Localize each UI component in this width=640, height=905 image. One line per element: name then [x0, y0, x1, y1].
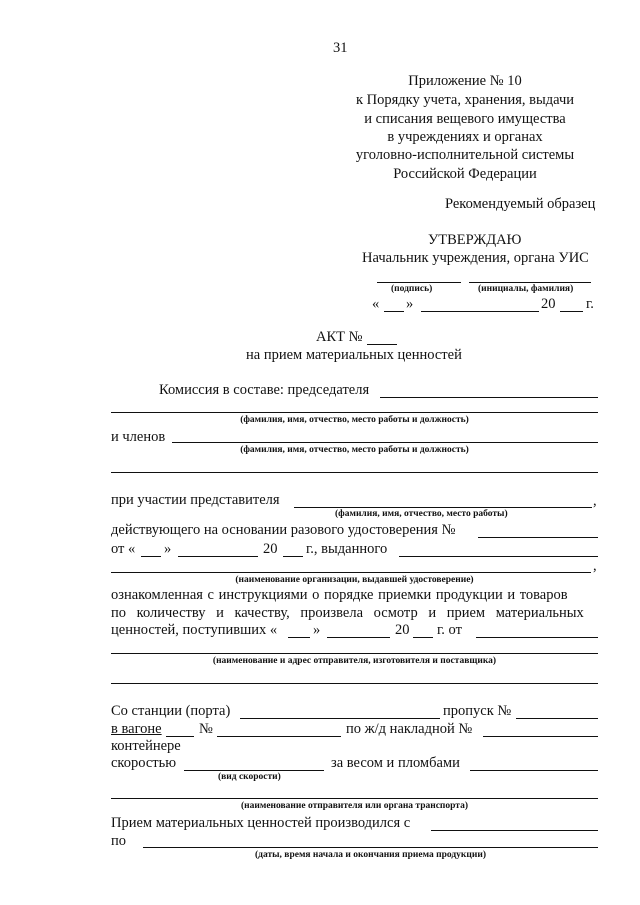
- appendix-line: уголовно-исполнительной системы: [355, 147, 575, 163]
- date-year-line: [560, 311, 583, 312]
- sample-note: Рекомендуемый образец: [445, 196, 596, 212]
- comma: ,: [593, 493, 597, 509]
- sender-line-3: [111, 683, 598, 684]
- no-sign: №: [199, 721, 213, 737]
- received-day-line: [288, 637, 310, 638]
- dates-caption: (даты, время начала и окончания приема продукции): [255, 850, 486, 860]
- sender-line: [476, 637, 598, 638]
- fio-caption: (фамилия, имя, отчество, место работы и должность): [240, 445, 469, 455]
- paragraph-line: по количеству и качеству, произвела осмотр и прием материальных: [111, 605, 584, 621]
- container-label: контейнере: [111, 738, 181, 754]
- appendix-line: Российской Федерации: [393, 166, 537, 182]
- date-year-prefix: 20: [541, 296, 556, 312]
- date-year-suffix: г.: [586, 296, 594, 312]
- signature-caption: (подпись): [391, 284, 433, 294]
- page-number: 31: [333, 40, 348, 56]
- date-month-line: [421, 311, 539, 312]
- acceptance-start-line: [431, 830, 598, 831]
- from-year: 20: [263, 541, 278, 557]
- transport-line: [111, 798, 598, 799]
- from-year-line: [283, 556, 303, 557]
- act-subtitle: на прием материальных ценностей: [246, 347, 462, 363]
- appendix-line: и списания вещевого имущества: [364, 111, 566, 127]
- fio-work-caption: (фамилия, имя, отчество, место работы): [335, 509, 508, 519]
- rail-invoice: по ж/д накладной №: [346, 721, 473, 737]
- issuer-line: [111, 572, 591, 573]
- received-year-line: [413, 637, 433, 638]
- sender-caption: (наименование и адрес отправителя, изготовителя и поставщика): [212, 656, 497, 666]
- appendix-line: Приложение № 10: [408, 73, 522, 89]
- received-from: г. от: [437, 622, 462, 638]
- date-open: «: [372, 296, 380, 312]
- issued-line: [399, 556, 598, 557]
- wagon-number-line: [217, 736, 341, 737]
- speed-line: [184, 770, 324, 771]
- pass-line: [516, 718, 598, 719]
- paragraph-line: ознакомленная с инструкциями о порядке приемки продукции и товаров: [111, 587, 568, 603]
- sender-line-2: [111, 653, 598, 654]
- paragraph-line: ценностей, поступивших «: [111, 622, 278, 638]
- certificate-number-line: [478, 537, 598, 538]
- members-line-2: [111, 472, 598, 473]
- appendix-line: в учреждениях и органах: [387, 129, 543, 145]
- approve-position: Начальник учреждения, органа УИС: [362, 250, 589, 266]
- acting-basis: действующего на основании разового удостоверения №: [111, 522, 456, 538]
- station-line: [240, 718, 440, 719]
- from-day-line: [141, 556, 161, 557]
- received-close: »: [313, 622, 321, 638]
- acceptance-label: Прием материальных ценностей производился с: [111, 815, 411, 831]
- comma: ,: [593, 558, 597, 574]
- appendix-line: к Порядку учета, хранения, выдачи: [355, 92, 575, 108]
- chairman-line: [380, 397, 598, 398]
- from-station: Со станции (порта): [111, 703, 231, 719]
- received-year: 20: [395, 622, 410, 638]
- transport-caption: (наименование отправителя или органа транспорта): [240, 801, 469, 811]
- signature-line: [377, 282, 461, 283]
- org-issued-caption: (наименование организации, выдавшей удостоверение): [235, 575, 474, 585]
- from-issued: г., выданного: [306, 541, 388, 557]
- by-weight: за весом и пломбами: [331, 755, 460, 771]
- representative-line: [294, 507, 592, 508]
- from-month-line: [178, 556, 258, 557]
- chairman-line-2: [111, 412, 598, 413]
- commission-label: Комиссия в составе: председателя: [159, 382, 370, 398]
- seals-line: [470, 770, 598, 771]
- date-day-line: [384, 311, 404, 312]
- representative-label: при участии представителя: [111, 492, 280, 508]
- invoice-line: [483, 736, 598, 737]
- speed-caption: (вид скорости): [218, 772, 281, 782]
- members-label: и членов: [111, 429, 166, 445]
- act-title: АКТ №: [316, 329, 363, 345]
- wagon-line: [166, 736, 194, 737]
- initials-caption: (инициалы, фамилия): [478, 284, 574, 294]
- acceptance-end-line: [143, 847, 598, 848]
- speed-label: скоростью: [111, 755, 177, 771]
- from-close: »: [164, 541, 172, 557]
- members-line: [172, 442, 598, 443]
- to-label: по: [111, 833, 127, 849]
- fio-caption: (фамилия, имя, отчество, место работы и должность): [240, 415, 469, 425]
- received-month-line: [327, 637, 390, 638]
- act-number-line: [367, 344, 397, 345]
- pass-label: пропуск №: [443, 703, 512, 719]
- date-close: »: [406, 296, 414, 312]
- initials-line: [469, 282, 591, 283]
- in-wagon: в вагоне: [111, 721, 162, 737]
- approve-title: УТВЕРЖДАЮ: [428, 232, 522, 248]
- from-open: от «: [111, 541, 136, 557]
